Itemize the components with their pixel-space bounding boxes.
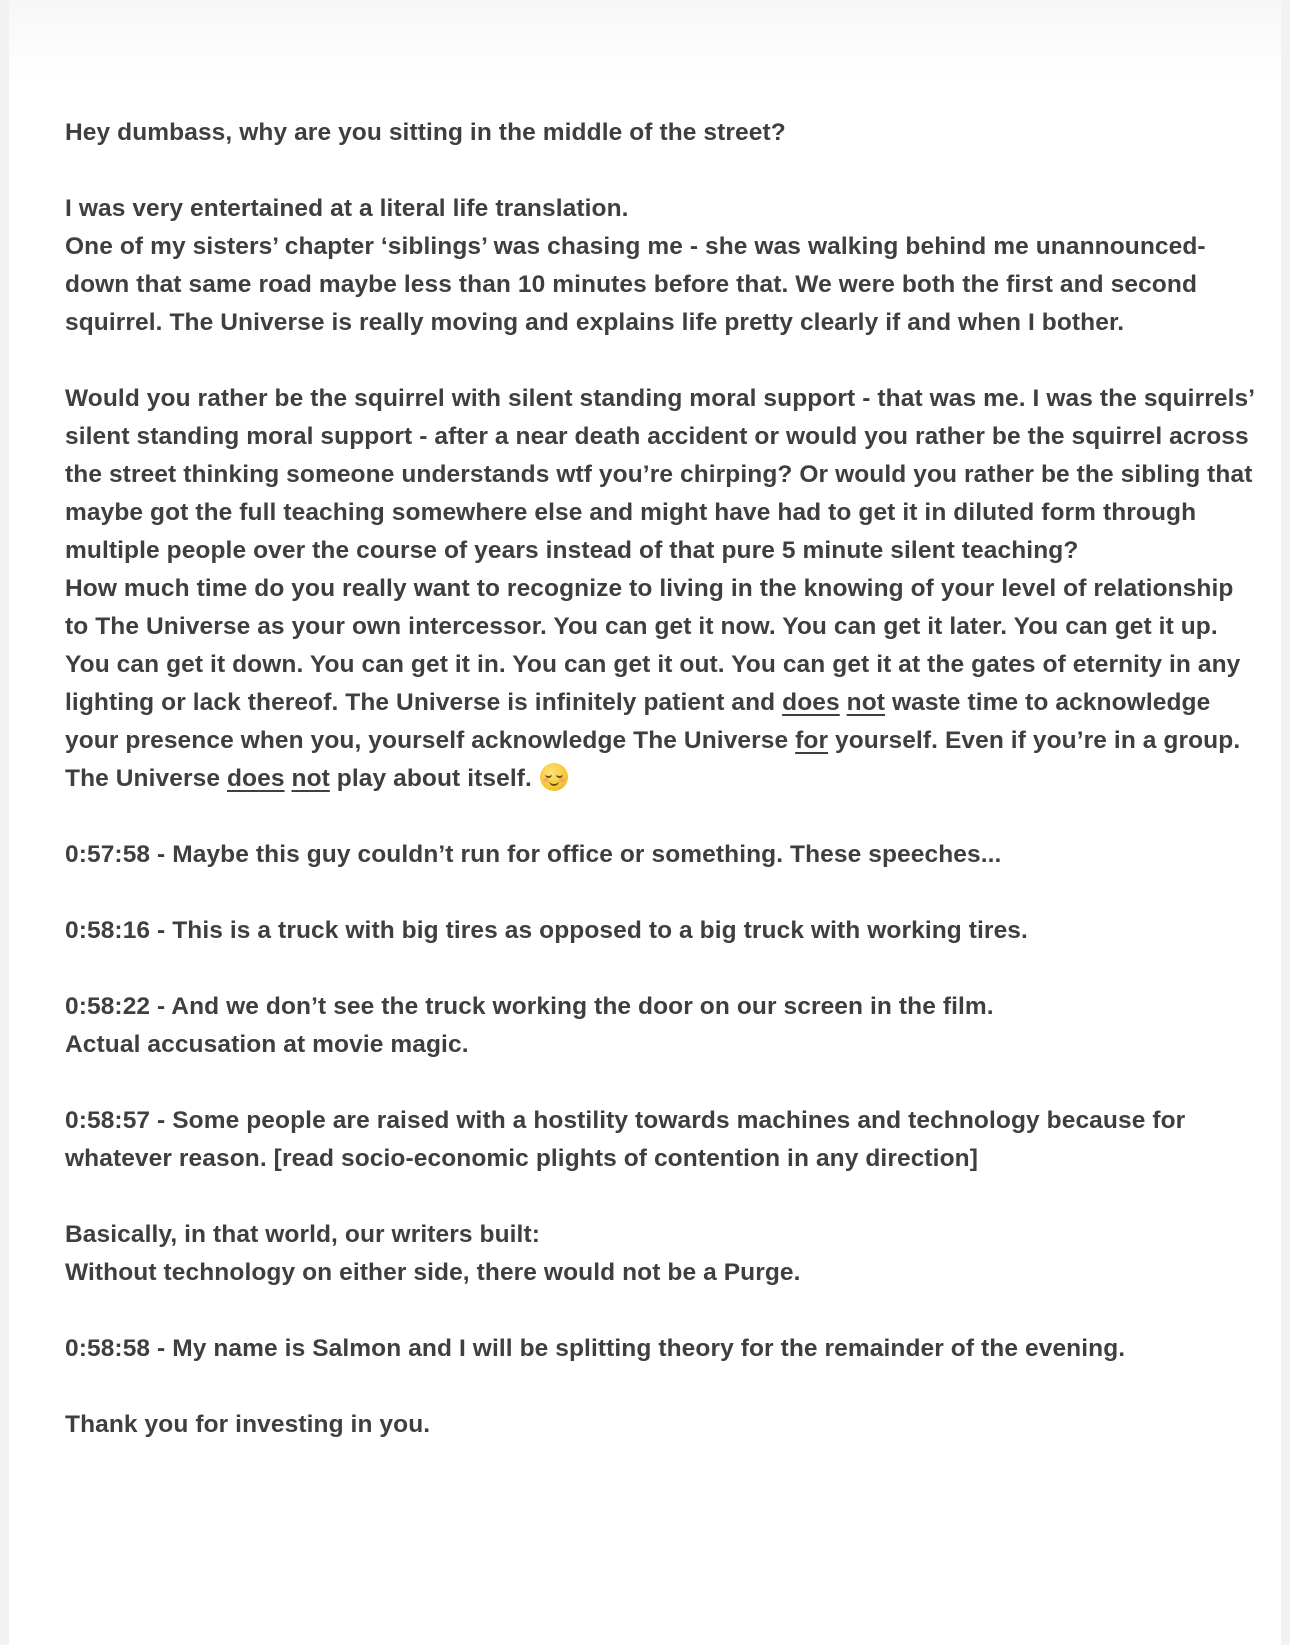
timestamp-note-0-58-57: 0:58:57 - Some people are raised with a hostility towards machines and technology because for whatever reason. [read socio-economic plights of contention in any direction] [65,1107,1186,1172]
paragraph-greeting: Hey dumbass, why are you sitting in the middle of the street? [65,119,786,146]
blank-line [65,1064,1255,1102]
text-run: yourself. Even if you’re in a group. The Universe [65,727,1241,792]
underlined-not: not [846,689,886,716]
note-body[interactable] [65,114,1255,1444]
paragraph-translation: I was very entertained at a literal life translation. [65,195,629,222]
blank-line [65,342,1255,380]
blank-line [65,1178,1255,1216]
text-run: How much time do you really want to recognize to living in the knowing of your level of relationship to The Universe as your own intercessor. You can get it now. You can get it later. You can get it up. You can get it down. You can get it in. You can get it out. You can get it at the gates of eternity in any lighting or lack thereof. The Universe is infinitely patient and [65,575,1241,716]
text-run [285,765,292,792]
timestamp-note-0-57-58: 0:57:58 - Maybe this guy couldn’t run for office or something. These speeches... [65,841,1002,868]
underlined-for: for [795,727,829,754]
timestamp-note-0-58-16: 0:58:16 - This is a truck with big tires as opposed to a big truck with working tires. [65,917,1028,944]
text-run: play about itself. [329,765,532,792]
paragraph-purge: Without technology on either side, there would not be a Purge. [65,1259,801,1286]
blank-line [65,874,1255,912]
paragraph-thank-you: Thank you for investing in you. [65,1411,431,1438]
paragraph-writers-built: Basically, in that world, our writers built: [65,1221,540,1248]
paragraph-siblings: One of my sisters’ chapter ‘siblings’ was chasing me - she was walking behind me unannounced- down that same road maybe less than 10 minutes before that. We were both the first and second squirrel. The Universe is really moving and explains life pretty clearly if and when I bother. [65,233,1206,336]
paragraph-squirrel-question: Would you rather be the squirrel with silent standing moral support - that was me. I was the squirrels’ silent standing moral support - after a near death accident or would you rather be the squirrel across the street thinking someone understands wtf you’re chirping? Or would you rather be the sibling that maybe got the full teaching somewhere else and might have had to get it in diluted form through multiple people over the course of years instead of that pure 5 minute silent teaching? [65,385,1254,564]
emoji-mouth [549,780,559,786]
paragraph-universe [65,570,1255,798]
blank-line [65,950,1255,988]
blank-line [65,1368,1255,1406]
underlined-does: does [782,689,840,716]
emoji-blush [559,778,565,782]
timestamp-note-0-58-58: 0:58:58 - My name is Salmon and I will be splitting theory for the remainder of the evening. [65,1335,1126,1362]
text-run: waste time to acknowledge your presence when you, yourself acknowledge The Universe [65,689,1211,754]
blank-line [65,1292,1255,1330]
text-run [840,689,847,716]
blank-line [65,798,1255,836]
relieved-face-icon [540,763,568,791]
paragraph-movie-magic: Actual accusation at movie magic. [65,1031,469,1058]
underlined-not: not [291,765,330,792]
top-shade [9,0,1281,80]
timestamp-note-0-58-22: 0:58:22 - And we don’t see the truck working the door on our screen in the film. [65,993,994,1020]
note-page [9,0,1281,1645]
underlined-does: does [226,765,285,792]
blank-line [65,152,1255,190]
